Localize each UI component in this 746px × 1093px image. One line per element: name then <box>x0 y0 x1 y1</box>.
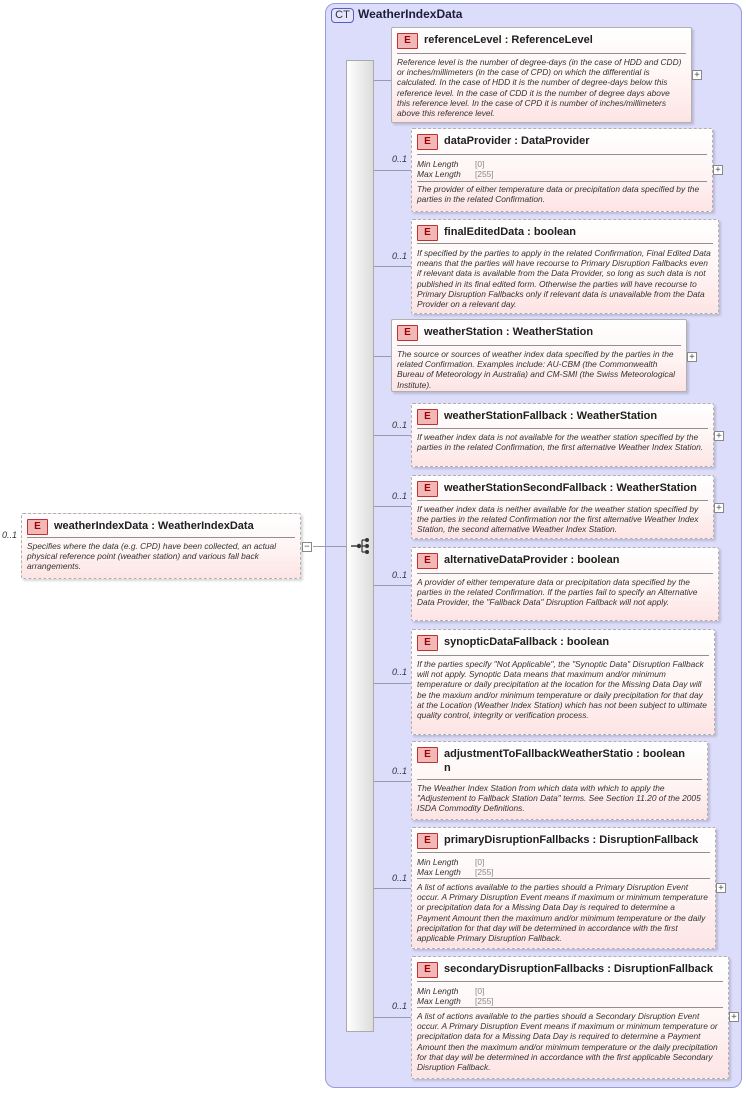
element-primary-disruption-fallbacks[interactable] <box>411 827 716 949</box>
element-name: weatherStationSecondFallback : WeatherStation <box>444 482 697 494</box>
connector-line <box>374 506 411 507</box>
element-name: dataProvider : DataProvider <box>444 135 590 147</box>
expand-toggle[interactable]: + <box>729 1012 739 1022</box>
cardinality-label: 0..1 <box>392 420 408 430</box>
element-documentation: If weather index data is neither available for the weather station specified by the parties in the related Confirmation nor the first alternative Weather Index Station, the second alternative Weather Index Station. <box>417 504 699 535</box>
element-separator <box>397 345 681 346</box>
element-documentation: Reference level is the number of degree-days (in the case of HDD and CDD) or inches/millimeters (in the case of CPD) on which the differential is calculated. In the case of HDD it is the number of degree-days below this reference level. In the case of CDD it is the number of degree days above this reference level. In the case of CPD it is number of inches/millimeters above this reference level. <box>397 57 682 119</box>
element-name-continuation: n <box>444 762 451 774</box>
facet-max-length: Max Length [255] <box>417 867 494 877</box>
connector-line <box>374 888 411 889</box>
element-badge: E <box>417 409 438 425</box>
element-name: adjustmentToFallbackWeatherStatio : boolean <box>444 748 686 760</box>
element-data-provider[interactable] <box>411 128 713 212</box>
element-badge: E <box>417 553 438 569</box>
root-cardinality: 0..1 <box>2 530 18 540</box>
element-name: primaryDisruptionFallbacks : DisruptionFallback <box>444 834 699 846</box>
element-separator <box>417 243 713 244</box>
element-documentation: If weather index data is not available for the weather station specified by the parties in the related Confirmation, the first alternative Weather Index Station. <box>417 432 704 453</box>
element-documentation: A provider of either temperature data or precipitation data specified by the parties in the related Confirmation. If the parties fail to specify an Alternative Data Provider, the "Fallback Data" Disruption Fallback will not apply. <box>417 577 698 608</box>
element-badge: E <box>417 747 438 763</box>
expand-toggle[interactable]: + <box>713 165 723 175</box>
expand-toggle[interactable]: + <box>716 883 726 893</box>
connector-line <box>374 781 411 782</box>
element-adjustment-to-fallback-weather-station[interactable] <box>411 741 708 820</box>
facet-min-length: Min Length [0] <box>417 159 485 169</box>
connector-line <box>374 266 411 267</box>
connector-line <box>374 356 391 357</box>
cardinality-label: 0..1 <box>392 873 408 883</box>
element-documentation: A list of actions available to the parties should a Secondary Disruption Event occur. A Primary Disruption Event means if maximum or minimum temperature or precipitation data for a Missing Data Day is required to determine a Payment Amount then the maximum and/or minimum temperature or the daily precipitation for that day will be determined in accordance with the first applicable Secondary Disruption Fallback. <box>417 1011 718 1073</box>
element-badge: E <box>397 325 418 341</box>
facet-min-length: Min Length [0] <box>417 986 485 996</box>
expand-toggle[interactable]: + <box>714 431 724 441</box>
element-documentation: The Weather Index Station from which data with which to apply the "Adjustement to Fallback Station Data" terms. See Section 11.20 of the 2005 ISDA Commodity Definitions. <box>417 783 701 814</box>
element-documentation: The source or sources of weather index data specified by the parties in the related Confirmation. Examples include: AU-CBM (the Commonwealth Bureau of Meteorology in Australia) and CM-SMI (the Swiss Meteorological Institute). <box>397 349 676 390</box>
cardinality-label: 0..1 <box>392 667 408 677</box>
element-badge: E <box>27 519 48 535</box>
element-separator <box>27 537 295 538</box>
element-documentation: A list of actions available to the parties should a Primary Disruption Event occur. A Primary Disruption Event means if maximum or minimum temperature or precipitation data for a Missing Data Day is required to determine a Payment Amount then the maximum and/or minimum temperature or the daily precipitation for that day will be determined in accordance with the first applicable Primary Disruption Fallback. <box>417 882 708 944</box>
connector-line <box>374 683 411 684</box>
expand-toggle[interactable]: + <box>692 70 702 80</box>
element-name: weatherIndexData : WeatherIndexData <box>54 520 254 532</box>
cardinality-label: 0..1 <box>392 251 408 261</box>
element-badge: E <box>417 225 438 241</box>
cardinality-label: 0..1 <box>392 1001 408 1011</box>
element-separator <box>417 573 713 574</box>
element-badge: E <box>417 833 438 849</box>
complex-type-name: WeatherIndexData <box>358 7 463 21</box>
element-separator <box>417 878 710 879</box>
expand-toggle[interactable]: + <box>714 503 724 513</box>
cardinality-label: 0..1 <box>392 570 408 580</box>
element-final-edited-data[interactable] <box>411 219 719 314</box>
element-name: secondaryDisruptionFallbacks : DisruptionFallback <box>444 963 713 975</box>
complex-type-badge: CT <box>331 8 354 23</box>
element-reference-level[interactable] <box>391 27 692 123</box>
connector-line <box>374 170 411 171</box>
element-name: synopticDataFallback : boolean <box>444 636 610 648</box>
element-separator <box>417 428 708 429</box>
element-separator <box>417 981 723 982</box>
element-documentation: If specified by the parties to apply in the related Confirmation, Final Edited Data means that the parties will have recourse to Primary Disruption Fallbacks even if relevant data is available from the Data Provider, so long as such data is not published in its final edited form. Otherwise the parties will have recourse to Primary Disruption Fallbacks only if relevant data is unavailable from the Data Provider on a relevant day. <box>417 248 711 310</box>
element-documentation: Specifies where the data (e.g. CPD) have been collected, an actual physical reference point (weather station) and various fall back arrangements. <box>27 541 277 572</box>
expand-toggle[interactable]: + <box>687 352 697 362</box>
element-name: referenceLevel : ReferenceLevel <box>424 34 593 46</box>
element-separator <box>397 53 686 54</box>
element-name: finalEditedData : boolean <box>444 226 577 238</box>
connector-line <box>374 585 411 586</box>
element-separator <box>417 154 707 155</box>
facet-max-length: Max Length [255] <box>417 996 494 1006</box>
element-separator <box>417 655 709 656</box>
cardinality-label: 0..1 <box>392 491 408 501</box>
element-weather-station[interactable] <box>391 319 687 392</box>
element-badge: E <box>417 962 438 978</box>
facet-max-length: Max Length [255] <box>417 169 494 179</box>
element-badge: E <box>417 134 438 150</box>
cardinality-label: 0..1 <box>392 766 408 776</box>
element-separator <box>417 500 708 501</box>
connector-line <box>374 1017 411 1018</box>
facet-min-length: Min Length [0] <box>417 857 485 867</box>
collapse-toggle[interactable]: − <box>302 542 312 552</box>
element-separator <box>417 181 707 182</box>
element-weather-station-second-fallback[interactable] <box>411 475 714 539</box>
element-separator <box>417 779 702 780</box>
element-alternative-data-provider[interactable] <box>411 547 719 621</box>
element-name: alternativeDataProvider : boolean <box>444 554 620 566</box>
element-secondary-disruption-fallbacks[interactable] <box>411 956 729 1079</box>
root-element-weather-index-data[interactable] <box>21 513 301 579</box>
connector-line <box>374 435 411 436</box>
element-badge: E <box>417 481 438 497</box>
element-badge: E <box>417 635 438 651</box>
element-name: weatherStation : WeatherStation <box>424 326 594 338</box>
element-weather-station-fallback[interactable] <box>411 403 714 467</box>
element-documentation: The provider of either temperature data or precipitation data specified by the parties in the related Confirmation. <box>417 184 700 205</box>
connector-line <box>374 80 391 81</box>
element-documentation: If the parties specify "Not Applicable", the "Synoptic Data" Disruption Fallback will not apply. Synoptic Data means that maximum and/or minimum temperature or daily precipitation at the location for the Missing Data Day will be the maxium and/or minimum temperature or daily precipitation for that day at the Location (Weather Index Station) which has not been subject to ultimate quality control, integrity or verification process. <box>417 659 707 721</box>
sequence-compositor-icon[interactable] <box>351 537 371 555</box>
element-name: weatherStationFallback : WeatherStation <box>444 410 658 422</box>
element-separator <box>417 1007 723 1008</box>
element-badge: E <box>397 33 418 49</box>
element-separator <box>417 852 710 853</box>
cardinality-label: 0..1 <box>392 154 408 164</box>
element-synoptic-data-fallback[interactable] <box>411 629 715 735</box>
